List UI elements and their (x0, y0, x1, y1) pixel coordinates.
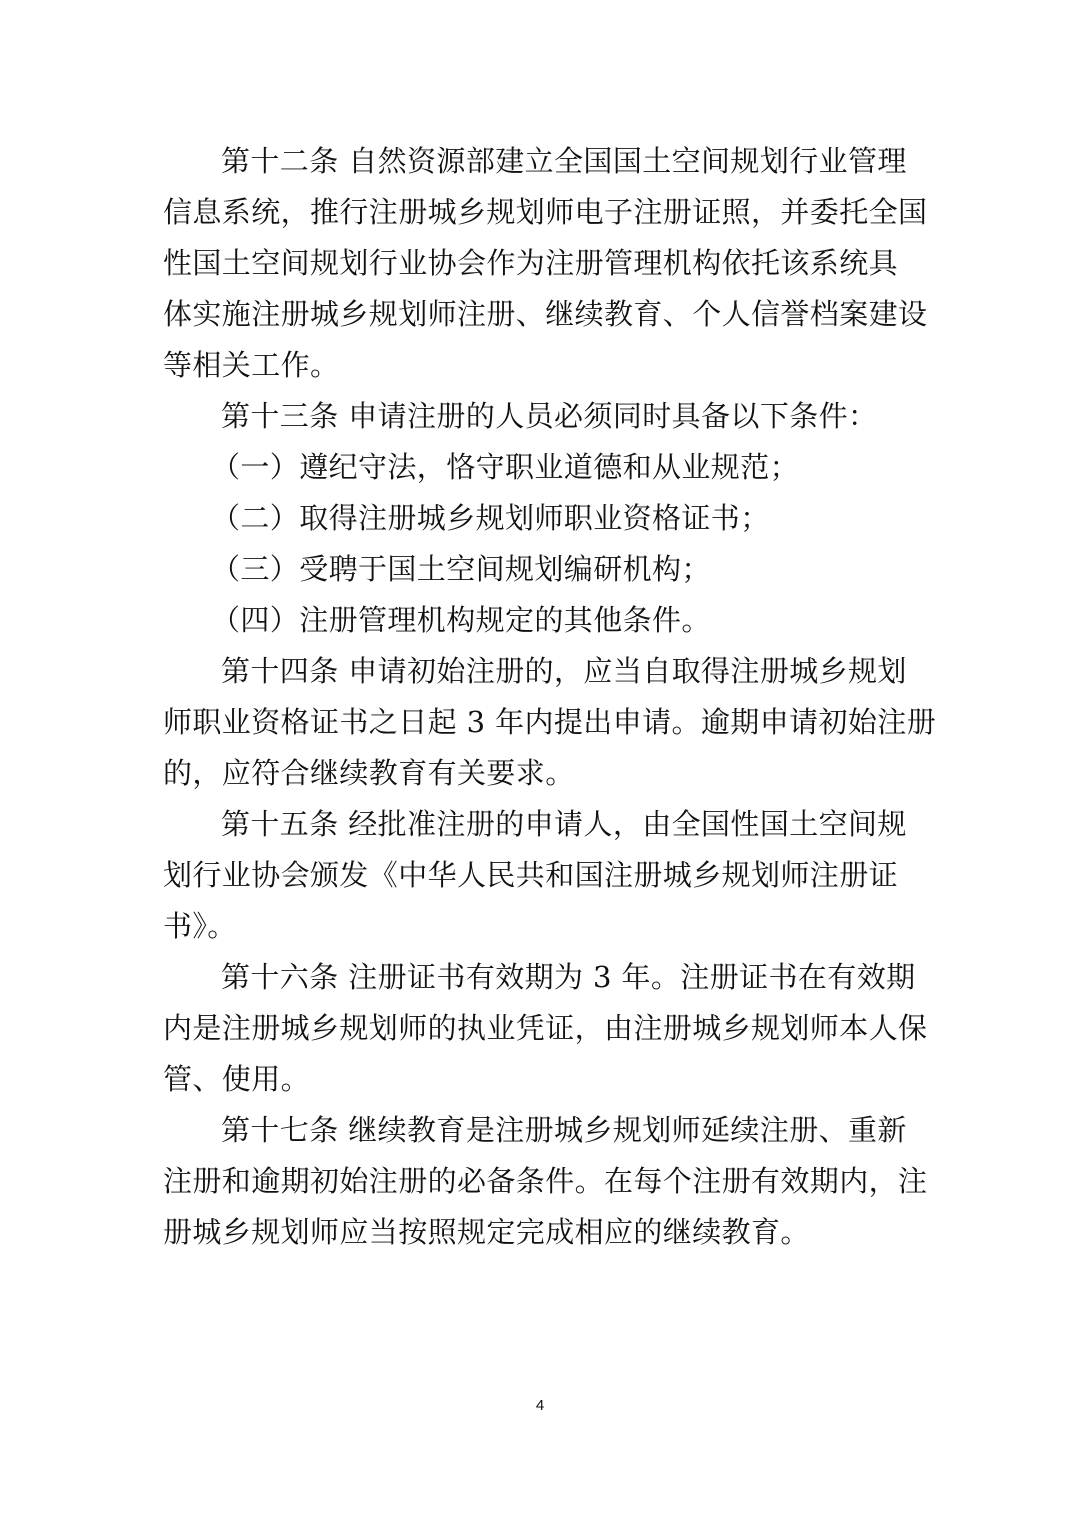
article-13-item-4: （四）注册管理机构规定的其他条件。 (211, 603, 711, 637)
article-15-line-2: 划行业协会颁发《中华人民共和国注册城乡规划师注册证 (163, 858, 899, 892)
article-16-line-3: 管、使用。 (163, 1062, 311, 1096)
article-14-line-3: 的，应符合继续教育有关要求。 (163, 756, 575, 790)
article-13-item-1: （一）遵纪守法，恪守职业道德和从业规范； (211, 450, 800, 484)
article-17-line-3: 册城乡规划师应当按照规定完成相应的继续教育。 (163, 1215, 810, 1249)
article-16-line-2: 内是注册城乡规划师的执业凭证，由注册城乡规划师本人保 (163, 1011, 928, 1045)
article-12-line-3: 性国土空间规划行业协会作为注册管理机构依托该系统具 (163, 246, 899, 280)
article-15-line-1: 第十五条 经批准注册的申请人，由全国性国土空间规 (221, 807, 907, 841)
article-16-line-1: 第十六条 注册证书有效期为 3 年。注册证书在有效期 (221, 960, 916, 994)
article-13-item-3: （三）受聘于国土空间规划编研机构； (211, 552, 711, 586)
article-17-line-1: 第十七条 继续教育是注册城乡规划师延续注册、重新 (221, 1113, 907, 1147)
document-body (163, 136, 937, 1258)
article-15-line-3: 书》。 (163, 909, 237, 943)
article-13-item-2: （二）取得注册城乡规划师职业资格证书； (211, 501, 770, 535)
article-12-line-2: 信息系统，推行注册城乡规划师电子注册证照，并委托全国 (163, 195, 928, 229)
article-12-line-4: 体实施注册城乡规划师注册、继续教育、个人信誉档案建设 (163, 297, 928, 331)
article-12-line-5: 等相关工作。 (163, 348, 340, 382)
article-14-line-1: 第十四条 申请初始注册的，应当自取得注册城乡规划 (221, 654, 907, 688)
article-12-line-1: 第十二条 自然资源部建立全国国土空间规划行业管理 (221, 144, 907, 178)
article-14-line-2: 师职业资格证书之日起 3 年内提出申请。逾期申请初始注册 (163, 705, 937, 739)
article-17-line-2: 注册和逾期初始注册的必备条件。在每个注册有效期内，注 (163, 1164, 928, 1198)
page-number: 4 (535, 1397, 545, 1414)
article-13-line-1: 第十三条 申请注册的人员必须同时具备以下条件： (221, 399, 878, 433)
